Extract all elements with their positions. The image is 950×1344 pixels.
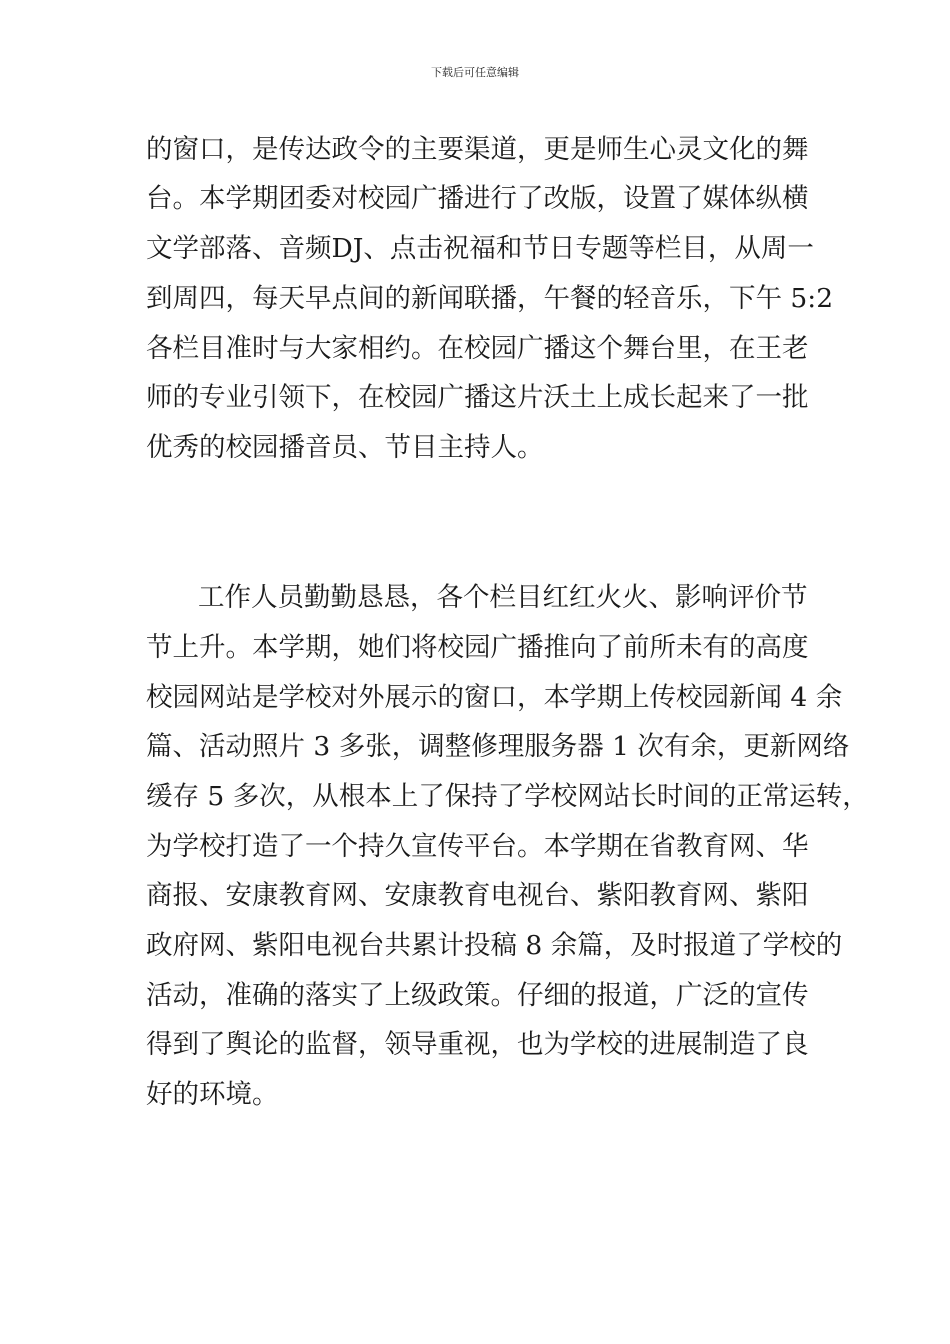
paragraph-line: 的窗口，是传达政令的主要渠道，更是师生心灵文化的舞 — [146, 134, 809, 165]
paragraph-line: 商报、安康教育网、安康教育电视台、紫阳教育网、紫阳 — [146, 880, 809, 911]
paragraph-line: 活动，准确的落实了上级政策。仔细的报道，广泛的宣传 — [146, 980, 809, 1011]
paragraph-line: 校园网站是学校对外展示的窗口，本学期上传校园新闻 4 余 — [146, 682, 843, 713]
paragraph-line: 节上升。本学期，她们将校园广播推向了前所未有的高度 — [146, 632, 809, 663]
paragraph-line: 各栏目准时与大家相约。在校园广播这个舞台里，在王老 — [146, 333, 809, 364]
paragraph-line: 得到了舆论的监督，领导重视，也为学校的进展制造了良 — [146, 1029, 809, 1060]
paragraph-line: 优秀的校园播音员、节目主持人。 — [146, 432, 544, 463]
paragraph-line: 文学部落、音频DJ、点击祝福和节日专题等栏目，从周一 — [146, 233, 814, 264]
paragraph-line: 台。本学期团委对校园广播进行了改版，设置了媒体纵横 — [146, 183, 809, 214]
paragraph-line: 篇、活动照片 3 多张，调整修理服务器 1 次有余，更新网络 — [146, 731, 850, 762]
paragraph-line: 师的专业引领下，在校园广播这片沃土上成长起来了一批 — [146, 382, 809, 413]
paragraph-line: 工作人员勤勤恳恳，各个栏目红红火火、影响评价节 — [198, 582, 808, 613]
paragraph-line: 缓存 5 多次，从根本上了保持了学校网站长时间的正常运转， — [146, 781, 869, 812]
paragraph-line: 好的环境。 — [146, 1079, 279, 1110]
paragraph-line: 到周四，每天早点间的新闻联播，午餐的轻音乐，下午 5:2 — [146, 283, 834, 314]
page-header-note: 下载后可任意编辑 — [431, 66, 519, 79]
paragraph-line: 政府网、紫阳电视台共累计投稿 8 余篇，及时报道了学校的 — [146, 930, 843, 961]
paragraph-line: 为学校打造了一个持久宣传平台。本学期在省教育网、华 — [146, 831, 809, 862]
